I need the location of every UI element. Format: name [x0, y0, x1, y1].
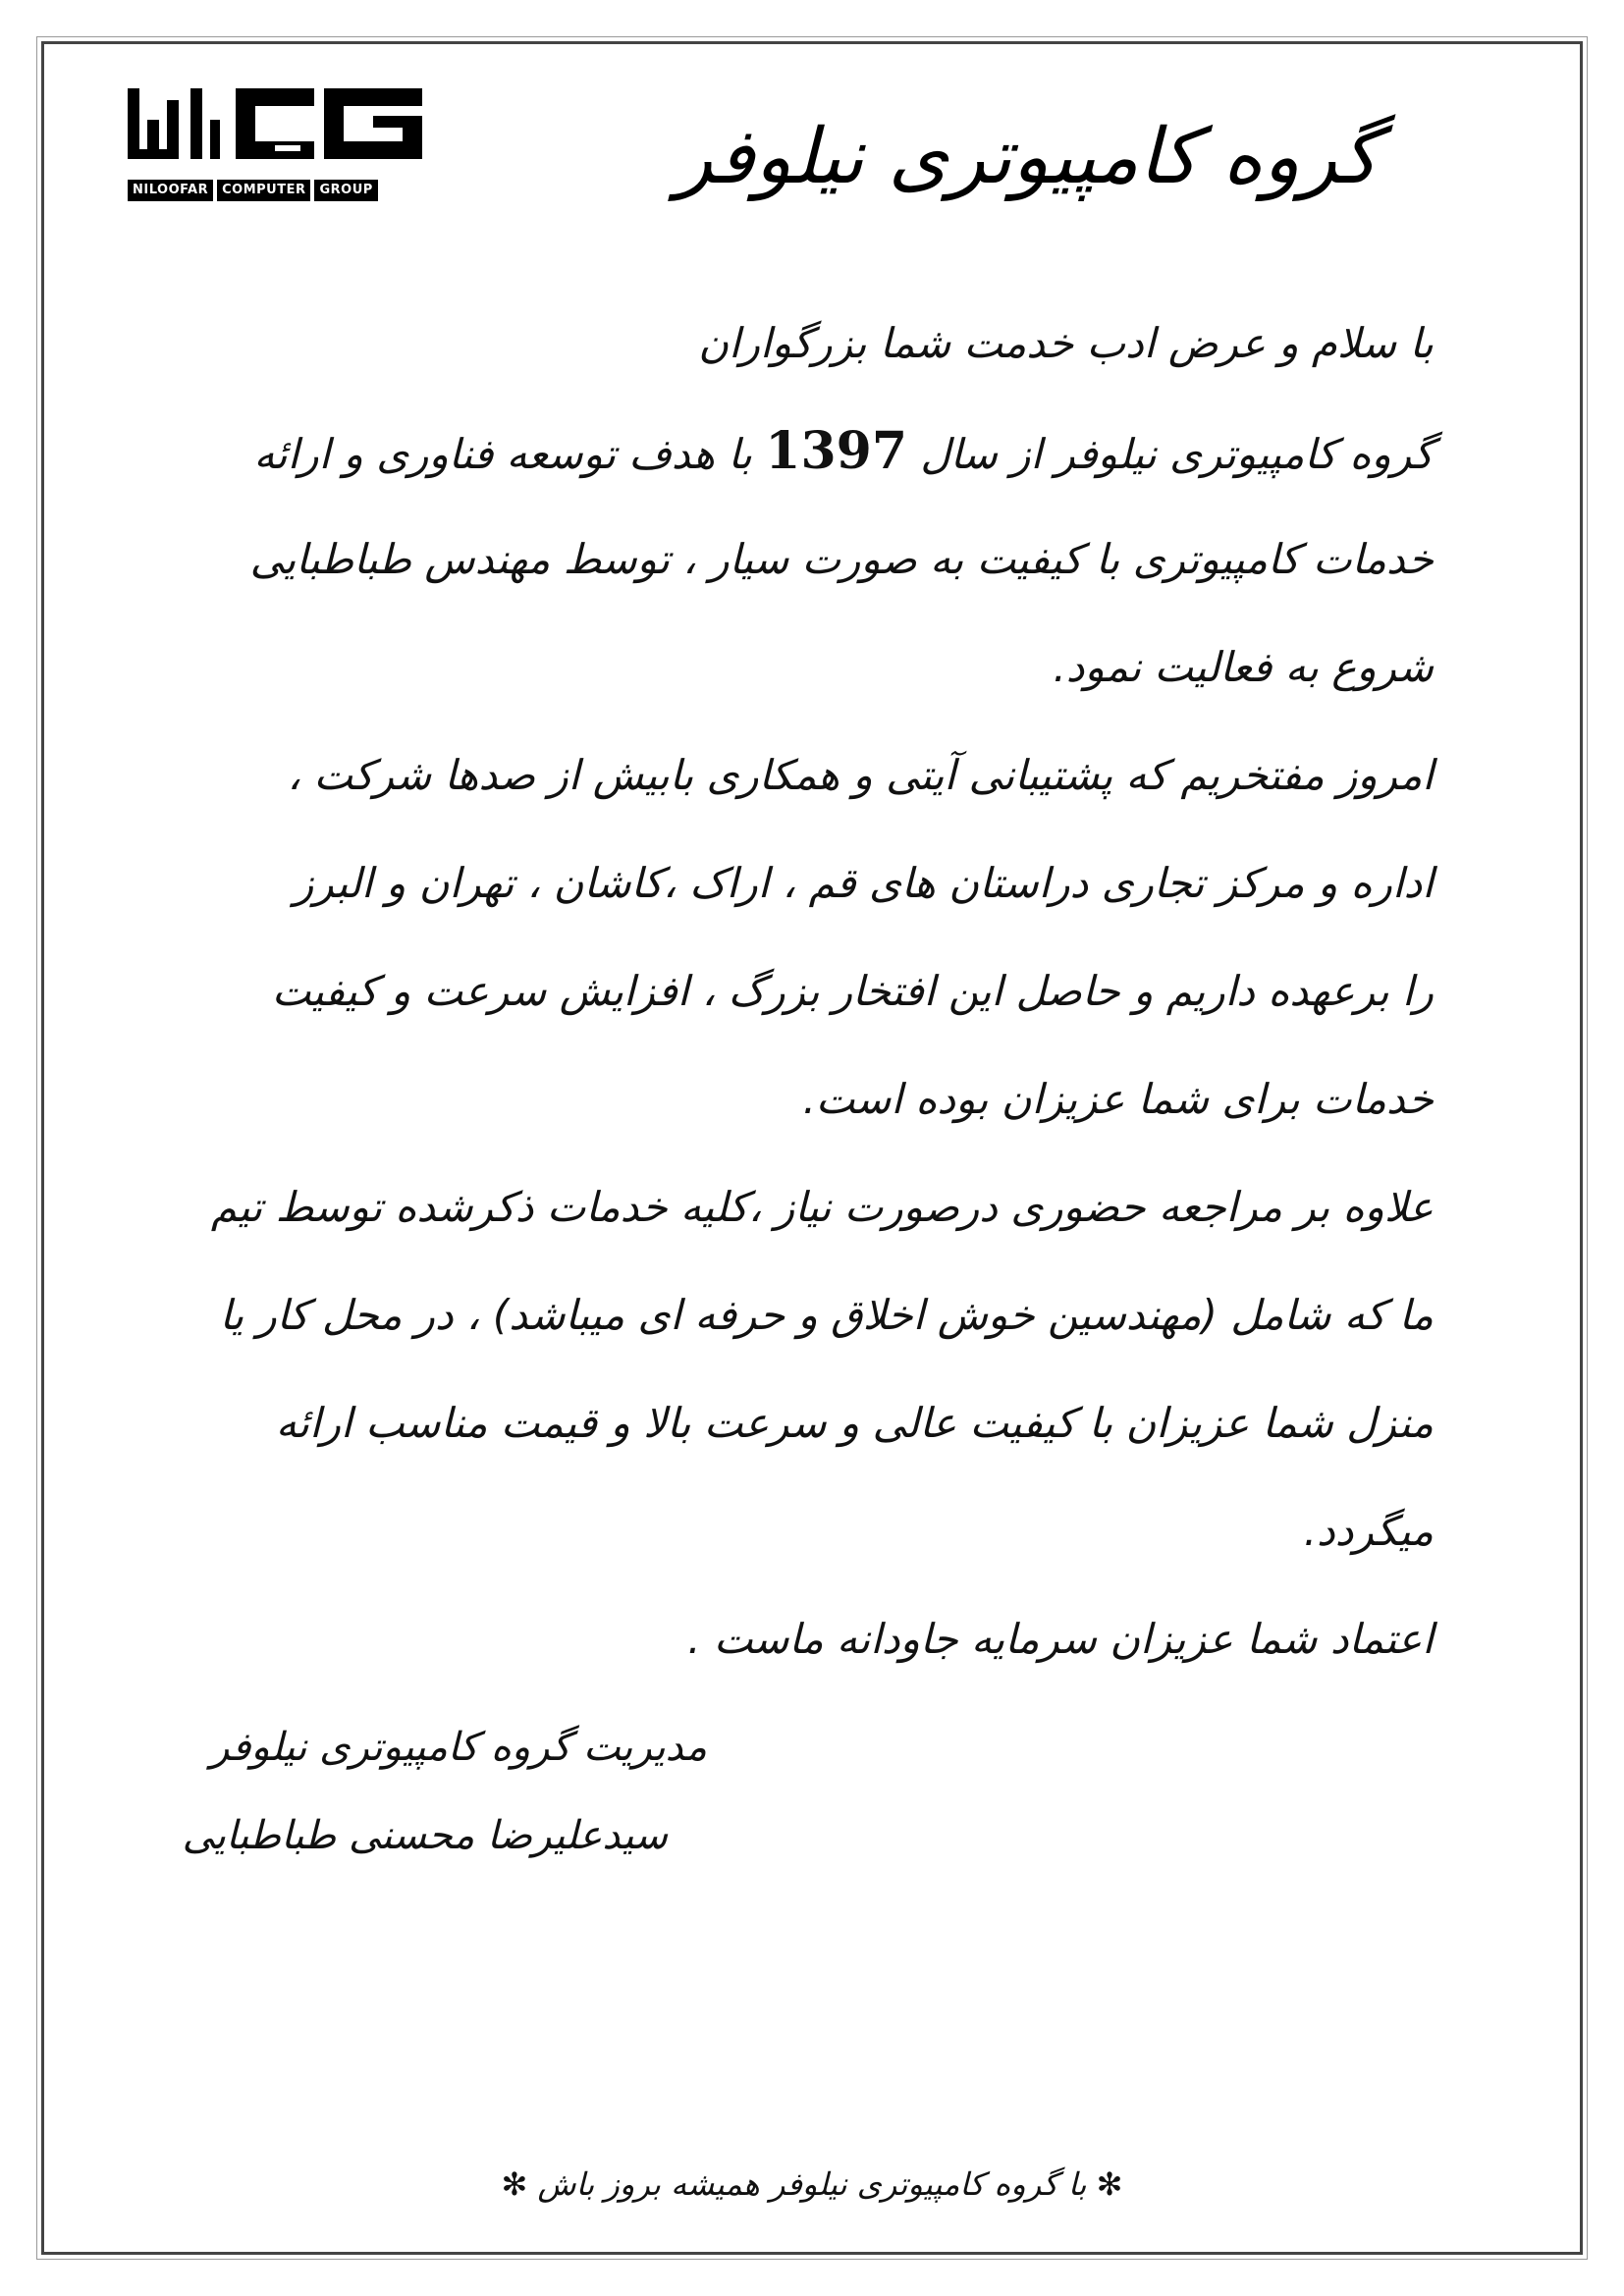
- body-line-4: شروع به فعالیت نمود.: [1053, 643, 1434, 691]
- signature-role: مدیریت گروه کامپیوتری نیلوفر: [210, 1725, 707, 1770]
- body-line-2-start: گروه کامپیوتری نیلوفر از سال: [920, 430, 1434, 478]
- greeting-line: با سلام و عرض ادب خدمت شما بزرگواران: [698, 319, 1434, 367]
- logo-word-2: COMPUTER: [217, 180, 310, 201]
- footer-slogan: ✻ با گروه کامپیوتری نیلوفر همیشه بروز باش ✻: [501, 2165, 1123, 2203]
- body-line-8: خدمات برای شما عزیزان بوده است.: [802, 1075, 1434, 1123]
- body-line-12: میگردد.: [1303, 1507, 1434, 1555]
- logo-word-3: GROUP: [314, 180, 377, 201]
- body-line-6: اداره و مرکز تجاری دراستان های قم ، اراک ،کاشان ، تهران و البرز: [294, 859, 1434, 907]
- signature-block: [182, 1703, 707, 1880]
- body-line-11: منزل شما عزیزان با کیفیت عالی و سرعت بالا و قیمت مناسب ارائه: [275, 1399, 1434, 1447]
- niloofar-logo: [128, 80, 432, 206]
- logo-word-1: NILOOFAR: [128, 180, 213, 201]
- body-line-13: اعتماد شما عزیزان سرمایه جاودانه ماست .: [687, 1615, 1434, 1663]
- body-line-3: خدمات کامپیوتری با کیفیت به صورت سیار ، توسط مهندس طباطبایی: [249, 535, 1434, 583]
- body-line-2: [187, 398, 1434, 506]
- logo-wordmark: [128, 180, 432, 201]
- logo-mark-icon: [128, 80, 432, 169]
- letter-body: [187, 290, 1434, 1693]
- body-line-7: را برعهده داریم و حاصل این افتخار بزرگ ، افزایش سرعت و کیفیت: [271, 967, 1434, 1015]
- page-title: گروه کامپیوتری نیلوفر: [676, 113, 1379, 201]
- body-line-10: ما که شامل (مهندسین خوش اخلاق و حرفه ای میباشد) ، در محل کار یا: [219, 1291, 1434, 1339]
- signature-name: سیدعلیرضا محسنی طباطبایی: [182, 1813, 668, 1858]
- body-line-9: علاوه بر مراجعه حضوری درصورت نیاز ،کلیه خدمات ذکرشده توسط تیم: [210, 1183, 1434, 1231]
- founding-year: 1397: [765, 421, 908, 481]
- body-line-2-end: با هدف توسعه فناوری و ارائه: [253, 430, 752, 478]
- body-line-5: امروز مفتخریم که پشتیبانی آیتی و همکاری بابیش از صدها شرکت ،: [287, 751, 1434, 799]
